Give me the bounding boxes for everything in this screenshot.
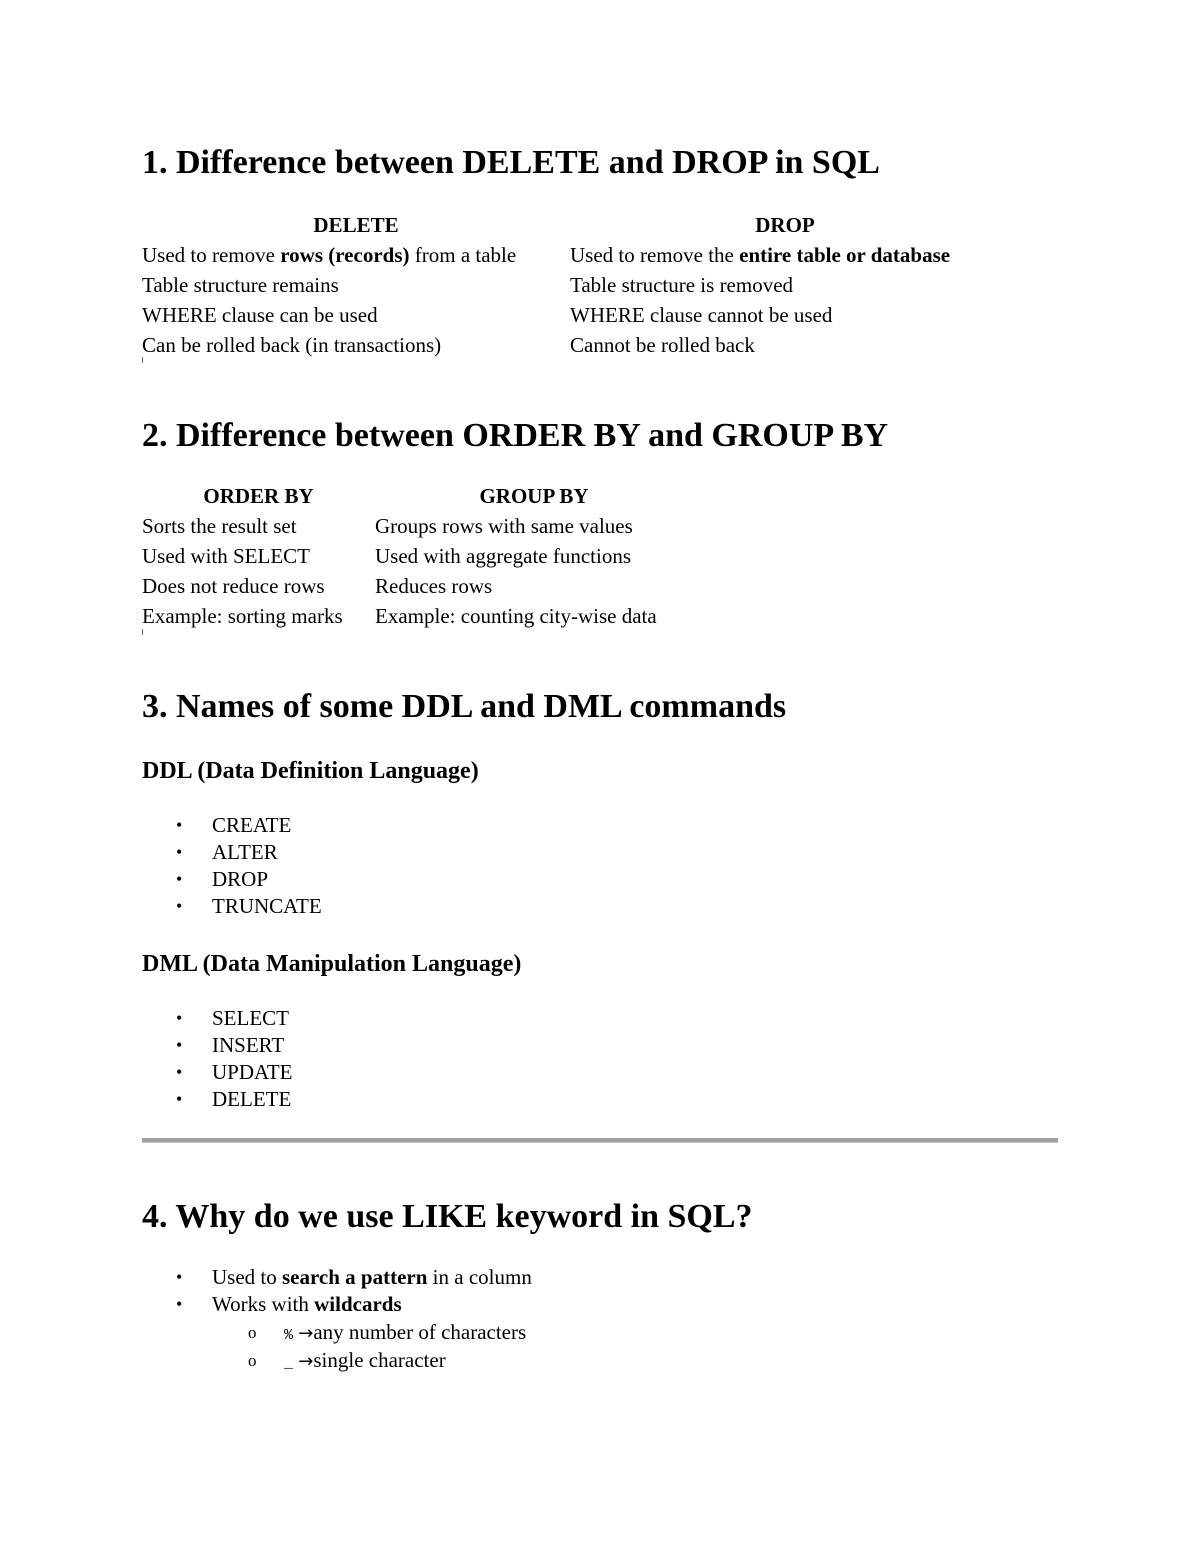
table-row xyxy=(142,511,693,541)
circle-bullet-icon: o xyxy=(248,1351,257,1370)
list-item: o _ →single character xyxy=(142,1346,532,1374)
table-row xyxy=(142,270,1000,300)
table-row xyxy=(142,571,693,601)
list-item: • CREATE xyxy=(176,813,292,837)
table-row xyxy=(142,300,1000,330)
bullet-icon: • xyxy=(176,869,183,889)
table-cell: Reduces rows xyxy=(375,574,493,598)
circle-bullet-icon: o xyxy=(248,1323,257,1342)
section-3-title: 3. Names of some DDL and DML commands xyxy=(142,688,787,725)
table-cell: Table structure remains xyxy=(142,273,339,297)
table-cell: WHERE clause can be used xyxy=(142,303,378,327)
table-header-drop: DROP xyxy=(755,213,815,237)
list-item: • Works with wildcards o % →any number of characters o _ →single character xyxy=(142,1291,532,1374)
table-cell: Used with SELECT xyxy=(142,544,310,568)
bullet-icon: • xyxy=(176,1089,183,1109)
table-cell: Example: counting city-wise data xyxy=(375,604,657,628)
table-header-delete: DELETE xyxy=(313,213,399,237)
bullet-icon: • xyxy=(176,1267,183,1287)
table-header-group-by: GROUP BY xyxy=(479,484,589,508)
orderby-vs-groupby-table xyxy=(142,481,693,631)
list-item: • TRUNCATE xyxy=(176,894,322,918)
list-item: o % →any number of characters xyxy=(142,1318,532,1346)
table-cell: Sorts the result set xyxy=(142,514,297,538)
ddl-heading: DDL (Data Definition Language) xyxy=(142,758,479,784)
table-cell: Used to remove rows (records) from a table xyxy=(142,243,517,267)
dml-heading: DML (Data Manipulation Language) xyxy=(142,951,522,977)
horizontal-rule xyxy=(142,1138,1058,1143)
table-row xyxy=(142,601,693,631)
bullet-icon: • xyxy=(176,815,183,835)
section-4-title: 4. Why do we use LIKE keyword in SQL? xyxy=(142,1198,753,1235)
wildcard-list xyxy=(212,1318,532,1374)
right-arrow-icon: → xyxy=(298,1323,314,1344)
table-row xyxy=(142,330,1000,360)
table-row xyxy=(142,240,1000,270)
table-cell: Used to remove the entire table or database xyxy=(570,243,951,267)
ddl-command-list xyxy=(142,812,322,920)
table-row xyxy=(142,541,693,571)
table-cell: Can be rolled back (in transactions) xyxy=(142,333,442,357)
list-item: • DROP xyxy=(176,867,269,891)
table-cell: Groups rows with same values xyxy=(375,514,633,538)
table-header-order-by: ORDER BY xyxy=(203,484,314,508)
table-cell: Does not reduce rows xyxy=(142,574,325,598)
list-item: • UPDATE xyxy=(176,1060,293,1084)
bullet-icon: • xyxy=(176,1062,183,1082)
dml-command-list xyxy=(142,1005,293,1113)
table-cell: Example: sorting marks xyxy=(142,604,343,628)
table-cell: Used with aggregate functions xyxy=(375,544,632,568)
list-item: • DELETE xyxy=(176,1087,292,1111)
list-item: • SELECT xyxy=(176,1006,289,1030)
list-item: • ALTER xyxy=(176,840,278,864)
delete-vs-drop-table xyxy=(142,210,1000,360)
table-edge-mark xyxy=(142,357,143,363)
bullet-icon: • xyxy=(176,1008,183,1028)
like-keyword-list xyxy=(142,1264,532,1374)
list-item: • INSERT xyxy=(176,1033,285,1057)
bullet-icon: • xyxy=(176,1294,183,1314)
section-2-title: 2. Difference between ORDER BY and GROUP BY xyxy=(142,417,889,454)
list-item: • Used to search a pattern in a column xyxy=(176,1265,532,1289)
bullet-icon: • xyxy=(176,842,183,862)
table-edge-mark xyxy=(142,629,143,635)
table-cell: WHERE clause cannot be used xyxy=(570,303,833,327)
bullet-icon: • xyxy=(176,1035,183,1055)
bullet-icon: • xyxy=(176,896,183,916)
right-arrow-icon: → xyxy=(298,1351,314,1372)
section-1-title: 1. Difference between DELETE and DROP in SQL xyxy=(142,144,880,181)
table-cell: Table structure is removed xyxy=(570,273,794,297)
table-cell: Cannot be rolled back xyxy=(570,333,755,357)
